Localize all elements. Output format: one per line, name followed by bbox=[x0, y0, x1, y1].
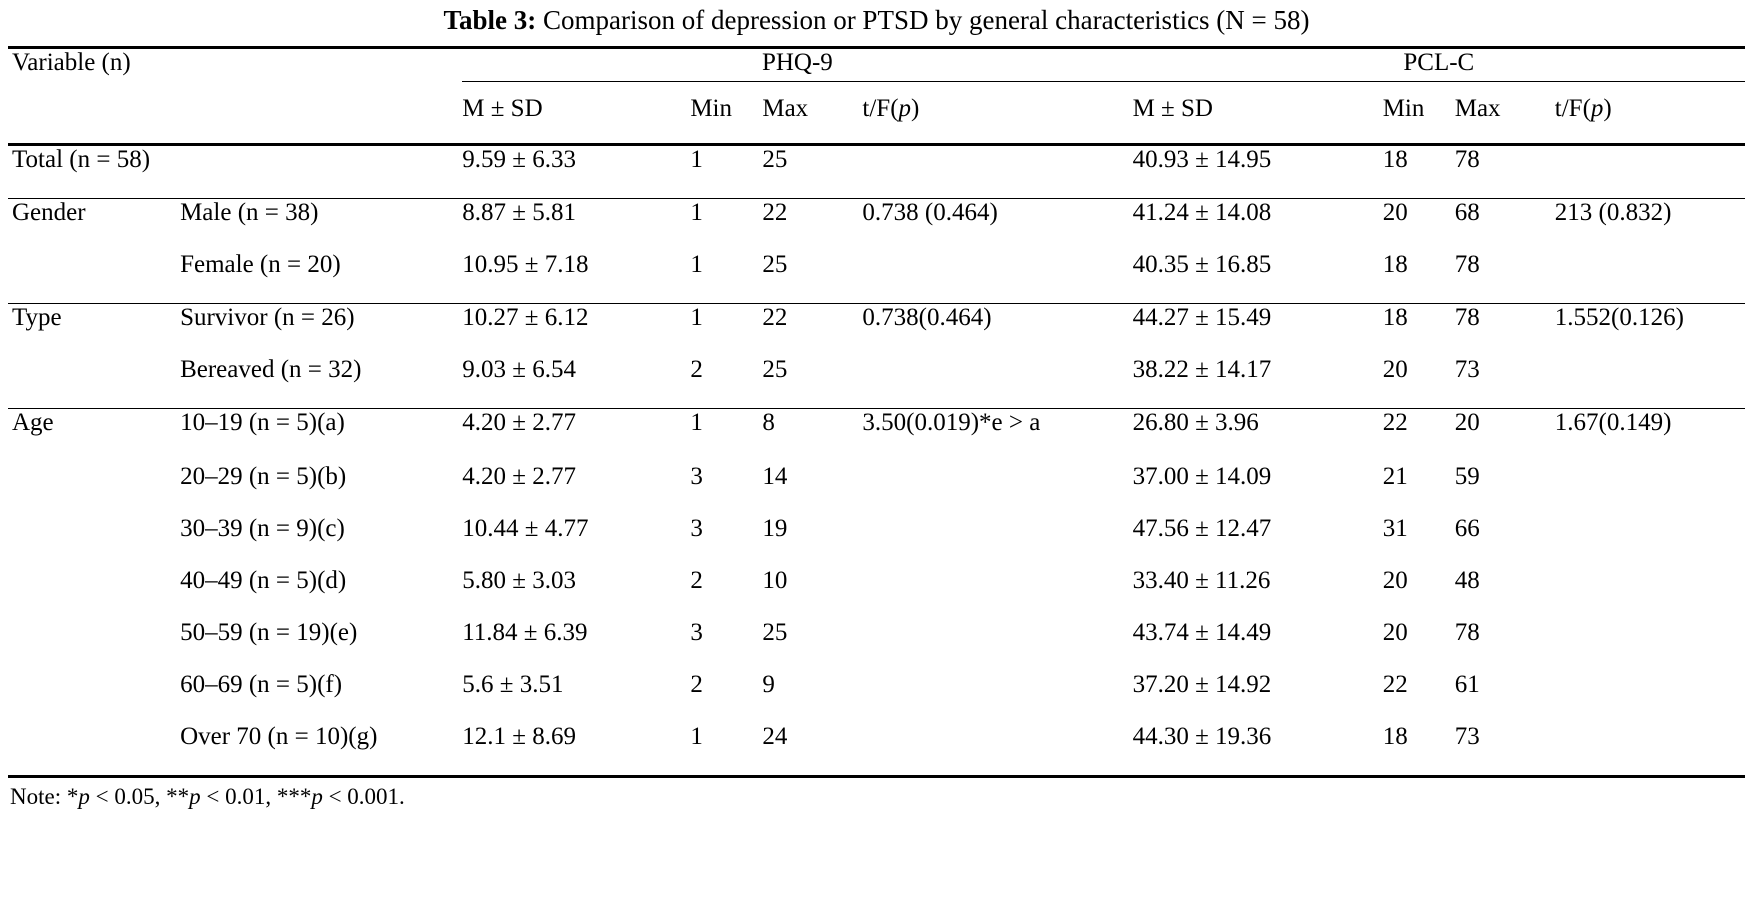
row-variable: 40–49 (n = 5)(d) bbox=[180, 566, 347, 594]
row-pcl-tf: 1.67(0.149) bbox=[1555, 408, 1745, 463]
row-phq-max: 10 bbox=[762, 566, 788, 594]
row-pcl-min: 22 bbox=[1383, 408, 1455, 463]
row-phq-max: 25 bbox=[762, 355, 788, 383]
header-phq-max: Max bbox=[762, 94, 809, 122]
row-pcl-msd: 43.74 ± 14.49 bbox=[1132, 618, 1272, 646]
note-text-1: < 0.05, bbox=[89, 783, 167, 809]
row-pcl-max: 78 bbox=[1454, 250, 1480, 278]
row-phq-min: 2 bbox=[690, 355, 703, 383]
row-phq-min: 1 bbox=[690, 198, 762, 251]
note-star-2: ** bbox=[166, 783, 190, 809]
row-pcl-tf bbox=[1555, 463, 1745, 515]
row-pcl-min: 21 bbox=[1382, 462, 1408, 490]
header-group-phq9-rule bbox=[462, 81, 1132, 82]
table-row bbox=[8, 463, 1745, 515]
row-pcl-tf bbox=[1555, 251, 1745, 304]
row-pcl-min: 20 bbox=[1382, 618, 1408, 646]
row-group-label: Age bbox=[8, 408, 180, 463]
row-pcl-max: 73 bbox=[1454, 355, 1480, 383]
note-text-2: < 0.01, bbox=[200, 783, 277, 809]
header-pcl-tf bbox=[1555, 95, 1745, 145]
row-phq-tf: 0.738 (0.464) bbox=[862, 198, 1132, 251]
row-phq-msd: 4.20 ± 2.77 bbox=[462, 408, 690, 463]
row-phq-min: 2 bbox=[690, 670, 703, 698]
row-pcl-msd: 37.20 ± 14.92 bbox=[1132, 670, 1272, 698]
row-pcl-tf bbox=[1555, 515, 1745, 567]
row-pcl-max: 48 bbox=[1454, 566, 1480, 594]
row-variable: 10–19 (n = 5)(a) bbox=[180, 408, 462, 463]
row-pcl-max: 73 bbox=[1455, 723, 1555, 777]
row-group-label bbox=[8, 356, 180, 409]
row-variable: 30–39 (n = 9)(c) bbox=[180, 514, 345, 542]
row-phq-msd: 10.95 ± 7.18 bbox=[462, 250, 589, 278]
row-group-label bbox=[8, 619, 180, 671]
row-pcl-min: 20 bbox=[1383, 198, 1455, 251]
note-star-1: * bbox=[66, 783, 79, 809]
header-pcl-msd: M ± SD bbox=[1132, 94, 1213, 122]
row-phq-tf bbox=[862, 671, 1132, 723]
header-phq-tf-p: p bbox=[898, 94, 912, 122]
table-row bbox=[8, 251, 1745, 304]
row-pcl-min: 18 bbox=[1383, 144, 1455, 198]
table-note bbox=[8, 778, 1745, 810]
header-phq-tf-post: ) bbox=[911, 94, 920, 122]
row-phq-max: 25 bbox=[762, 250, 788, 278]
row-pcl-msd: 44.27 ± 15.49 bbox=[1133, 303, 1383, 356]
row-pcl-max: 78 bbox=[1455, 303, 1555, 356]
row-pcl-tf bbox=[1555, 567, 1745, 619]
header-variable: Variable (n) bbox=[8, 47, 180, 144]
note-star-3: *** bbox=[276, 783, 312, 809]
row-pcl-msd: 47.56 ± 12.47 bbox=[1132, 514, 1272, 542]
caption-text: Comparison of depression or PTSD by general characteristics (N = 58) bbox=[542, 5, 1310, 35]
row-phq-max: 22 bbox=[762, 303, 862, 356]
table-row bbox=[8, 303, 1745, 356]
row-pcl-tf bbox=[1555, 619, 1745, 671]
row-variable: Female (n = 20) bbox=[180, 250, 341, 278]
row-pcl-min: 18 bbox=[1383, 723, 1455, 777]
row-pcl-max: 68 bbox=[1455, 198, 1555, 251]
row-phq-min: 1 bbox=[690, 144, 762, 198]
row-group-label bbox=[8, 671, 180, 723]
header-pcl-tf-pre: t/F( bbox=[1554, 94, 1591, 122]
note-text-3: < 0.001. bbox=[322, 783, 405, 809]
row-phq-tf bbox=[862, 463, 1132, 515]
row-group-label bbox=[8, 567, 180, 619]
row-phq-msd: 10.27 ± 6.12 bbox=[462, 303, 690, 356]
row-phq-tf bbox=[862, 723, 1132, 777]
row-phq-max: 9 bbox=[762, 670, 775, 698]
row-phq-max: 14 bbox=[762, 462, 788, 490]
row-pcl-tf: 213 (0.832) bbox=[1555, 198, 1745, 251]
header-phq-msd: M ± SD bbox=[462, 94, 543, 122]
comparison-table bbox=[8, 46, 1745, 778]
header-pcl-tf-p: p bbox=[1590, 94, 1604, 122]
row-phq-min: 1 bbox=[690, 303, 762, 356]
row-phq-max: 25 bbox=[762, 144, 862, 198]
row-pcl-max: 78 bbox=[1455, 144, 1555, 198]
row-pcl-tf: 1.552(0.126) bbox=[1555, 303, 1745, 356]
row-phq-msd: 4.20 ± 2.77 bbox=[462, 462, 576, 490]
row-pcl-msd: 33.40 ± 11.26 bbox=[1132, 566, 1271, 594]
table-row bbox=[8, 356, 1745, 409]
row-pcl-min: 20 bbox=[1382, 355, 1408, 383]
row-pcl-min: 20 bbox=[1382, 566, 1408, 594]
header-phq-tf-pre: t/F( bbox=[862, 94, 899, 122]
header-group-pclc-rule bbox=[1133, 81, 1745, 82]
table-row bbox=[8, 515, 1745, 567]
row-phq-max: 19 bbox=[762, 514, 788, 542]
row-variable: 20–29 (n = 5)(b) bbox=[180, 462, 347, 490]
row-phq-max: 24 bbox=[762, 723, 862, 777]
row-phq-min: 3 bbox=[690, 462, 703, 490]
row-phq-msd: 10.44 ± 4.77 bbox=[462, 514, 589, 542]
row-variable: Total (n = 58) bbox=[8, 144, 462, 198]
row-pcl-min: 31 bbox=[1382, 514, 1408, 542]
row-variable: Survivor (n = 26) bbox=[180, 303, 462, 356]
row-variable: 60–69 (n = 5)(f) bbox=[180, 670, 343, 698]
row-phq-msd: 9.59 ± 6.33 bbox=[462, 144, 690, 198]
row-phq-max: 22 bbox=[762, 198, 862, 251]
row-phq-tf: 3.50(0.019)*e > a bbox=[862, 408, 1132, 463]
row-phq-min: 2 bbox=[690, 566, 703, 594]
row-pcl-tf bbox=[1555, 671, 1745, 723]
row-pcl-max: 59 bbox=[1454, 462, 1480, 490]
table-row bbox=[8, 723, 1745, 777]
row-phq-tf bbox=[862, 567, 1132, 619]
row-phq-tf bbox=[862, 251, 1132, 304]
table-row bbox=[8, 619, 1745, 671]
row-group-label: Type bbox=[8, 303, 180, 356]
row-phq-min: 3 bbox=[690, 618, 703, 646]
row-group-label bbox=[8, 515, 180, 567]
row-pcl-tf bbox=[1555, 356, 1745, 409]
row-phq-tf: 0.738(0.464) bbox=[862, 303, 1132, 356]
table-row bbox=[8, 144, 1745, 198]
row-phq-tf bbox=[862, 144, 1132, 198]
row-phq-msd: 9.03 ± 6.54 bbox=[462, 355, 576, 383]
header-pcl-tf-post: ) bbox=[1603, 94, 1612, 122]
table-caption bbox=[8, 0, 1745, 46]
row-pcl-msd: 44.30 ± 19.36 bbox=[1133, 723, 1383, 777]
note-label: Note: bbox=[10, 783, 67, 809]
row-variable: 50–59 (n = 19)(e) bbox=[180, 618, 358, 646]
row-variable: Male (n = 38) bbox=[180, 198, 462, 251]
header-group-phq9 bbox=[462, 47, 1132, 95]
row-phq-msd: 12.1 ± 8.69 bbox=[462, 723, 690, 777]
table-row bbox=[8, 567, 1745, 619]
row-pcl-min: 18 bbox=[1382, 250, 1408, 278]
row-pcl-msd: 38.22 ± 14.17 bbox=[1132, 355, 1272, 383]
row-pcl-msd: 37.00 ± 14.09 bbox=[1132, 462, 1272, 490]
table-row bbox=[8, 671, 1745, 723]
row-phq-msd: 5.6 ± 3.51 bbox=[462, 670, 564, 698]
row-group-label bbox=[8, 723, 180, 777]
header-phq-min: Min bbox=[690, 94, 733, 122]
note-p-2: p bbox=[189, 783, 201, 809]
table-header-groups bbox=[8, 47, 1745, 95]
header-variable-spacer bbox=[180, 47, 462, 144]
header-pcl-max: Max bbox=[1454, 94, 1501, 122]
row-phq-min: 1 bbox=[690, 250, 703, 278]
row-pcl-tf bbox=[1555, 723, 1745, 777]
row-pcl-msd: 26.80 ± 3.96 bbox=[1133, 408, 1383, 463]
row-variable: Over 70 (n = 10)(g) bbox=[180, 723, 462, 777]
row-phq-msd: 8.87 ± 5.81 bbox=[462, 198, 690, 251]
row-pcl-max: 78 bbox=[1454, 618, 1480, 646]
header-group-pclc-label: PCL-C bbox=[1403, 48, 1475, 76]
row-phq-msd: 5.80 ± 3.03 bbox=[462, 566, 576, 594]
row-pcl-max: 61 bbox=[1454, 670, 1480, 698]
row-pcl-min: 18 bbox=[1383, 303, 1455, 356]
row-phq-tf bbox=[862, 619, 1132, 671]
row-pcl-max: 20 bbox=[1455, 408, 1555, 463]
row-phq-min: 1 bbox=[690, 723, 762, 777]
row-pcl-max: 66 bbox=[1454, 514, 1480, 542]
row-pcl-msd: 40.93 ± 14.95 bbox=[1133, 144, 1383, 198]
row-phq-tf bbox=[862, 356, 1132, 409]
header-group-phq9-label: PHQ-9 bbox=[761, 48, 833, 76]
row-group-label bbox=[8, 463, 180, 515]
header-phq-tf bbox=[862, 95, 1132, 145]
table-row bbox=[8, 198, 1745, 251]
header-pcl-min: Min bbox=[1382, 94, 1425, 122]
row-pcl-min: 22 bbox=[1382, 670, 1408, 698]
header-group-pclc bbox=[1133, 47, 1745, 95]
note-p-1: p bbox=[78, 783, 90, 809]
row-phq-tf bbox=[862, 515, 1132, 567]
row-group-label: Gender bbox=[8, 198, 180, 251]
row-variable: Bereaved (n = 32) bbox=[180, 355, 362, 383]
note-p-3: p bbox=[311, 783, 323, 809]
row-phq-msd: 11.84 ± 6.39 bbox=[462, 618, 588, 646]
row-group-label bbox=[8, 251, 180, 304]
row-pcl-msd: 40.35 ± 16.85 bbox=[1132, 250, 1272, 278]
row-phq-max: 25 bbox=[762, 618, 788, 646]
row-phq-min: 3 bbox=[690, 514, 703, 542]
row-phq-min: 1 bbox=[690, 408, 762, 463]
row-phq-max: 8 bbox=[762, 408, 862, 463]
caption-label: Table 3: bbox=[443, 5, 537, 35]
table-row bbox=[8, 408, 1745, 463]
row-pcl-msd: 41.24 ± 14.08 bbox=[1133, 198, 1383, 251]
row-pcl-tf bbox=[1555, 144, 1745, 198]
